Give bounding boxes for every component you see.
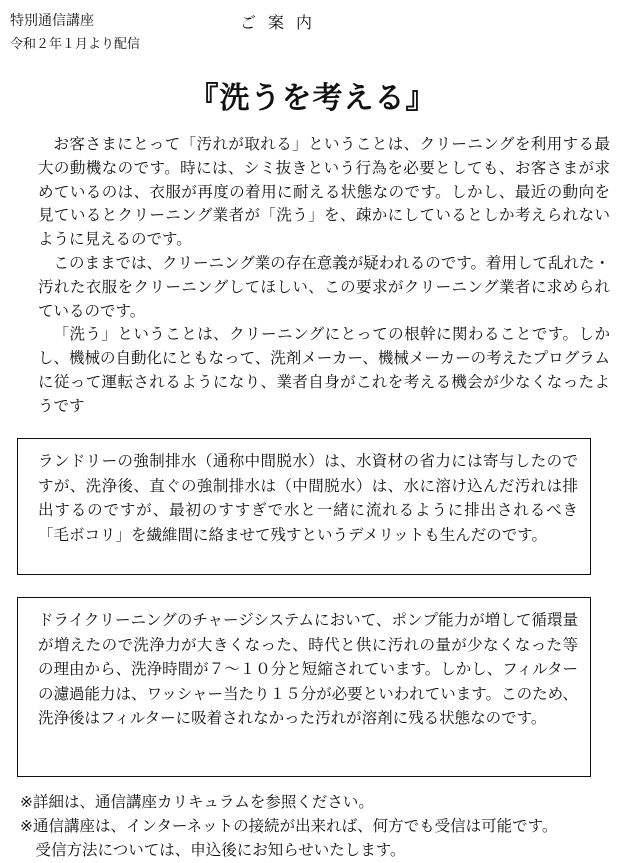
note-curriculum: ※詳細は、通信講座カリキュラムを参照ください。 — [20, 793, 374, 811]
body-paragraph: このままでは、クリーニング業の存在意義が疑われるのです。着用して乱れた・汚れた衣服をクリーニングしてほしい、この要求がクリーニング業者に求められているのです。 — [38, 253, 610, 320]
intro-body — [38, 133, 610, 419]
note-reception-method: 受信方法については、申込後にお知らせいたします。 — [35, 841, 406, 859]
document-title: 『洗うを考える』 — [188, 81, 437, 116]
notice-heading: ご案内 — [240, 13, 325, 32]
course-series-label: 特別通信講座 — [10, 13, 94, 29]
dry-cleaning-box — [17, 597, 591, 777]
body-paragraph: お客さまにとって「汚れが取れる」ということは、クリーニングを利用する最大の動機なのです。時には、シミ抜きという行為を必要としても、お客さまが求めているのは、衣服が再度の着用に耐える状態なのです。しかし、最近の動向を見ているとクリーニング業者が「洗う」を、疎かにしているとしか考えられないように見えるのです。 — [38, 135, 610, 249]
laundry-dehydration-box — [17, 438, 591, 575]
notes-section — [20, 790, 620, 862]
note-internet: ※通信講座は、インターネットの接続が出来れば、何方でも受信は可能です。 — [20, 817, 558, 835]
delivery-date-label: 令和２年１月より配信 — [10, 37, 141, 52]
body-paragraph: 「洗う」ということは、クリーニングにとっての根幹に関わることです。しかし、機械の自動化にともなって、洗剤メーカー、機械メーカーの考えたプログラムに従って運転されるようになり、業者自身がこれを考える機会が少なくなったようです — [38, 325, 610, 415]
box-text: ランドリーの強制排水（通称中間脱水）は、水資材の省力には寄与したのですが、洗浄後、直ぐの強制排水は（中間脱水）は、水に溶け込んだ汚れは排出するのですが、最初のすすぎで水と一緒に流れるように排出されるべき「毛ボコリ」を繊維間に絡ませて残すというデメリットも生んだのです。 — [38, 452, 578, 544]
box-text: ドライクリーニングのチャージシステムにおいて、ポンプ能力が増して循環量が増えたので洗浄力が大きくなった、時代と供に汚れの量が少なくなった等の理由から、洗浄時間が７～１０分と短縮されています。しかし、フィルターの濾過能力は、ワッシャー当たり１５分が必要といわれています。このため、洗浄後はフィルターに吸着されなかった汚れが溶剤に残る状態なのです。 — [38, 611, 578, 727]
